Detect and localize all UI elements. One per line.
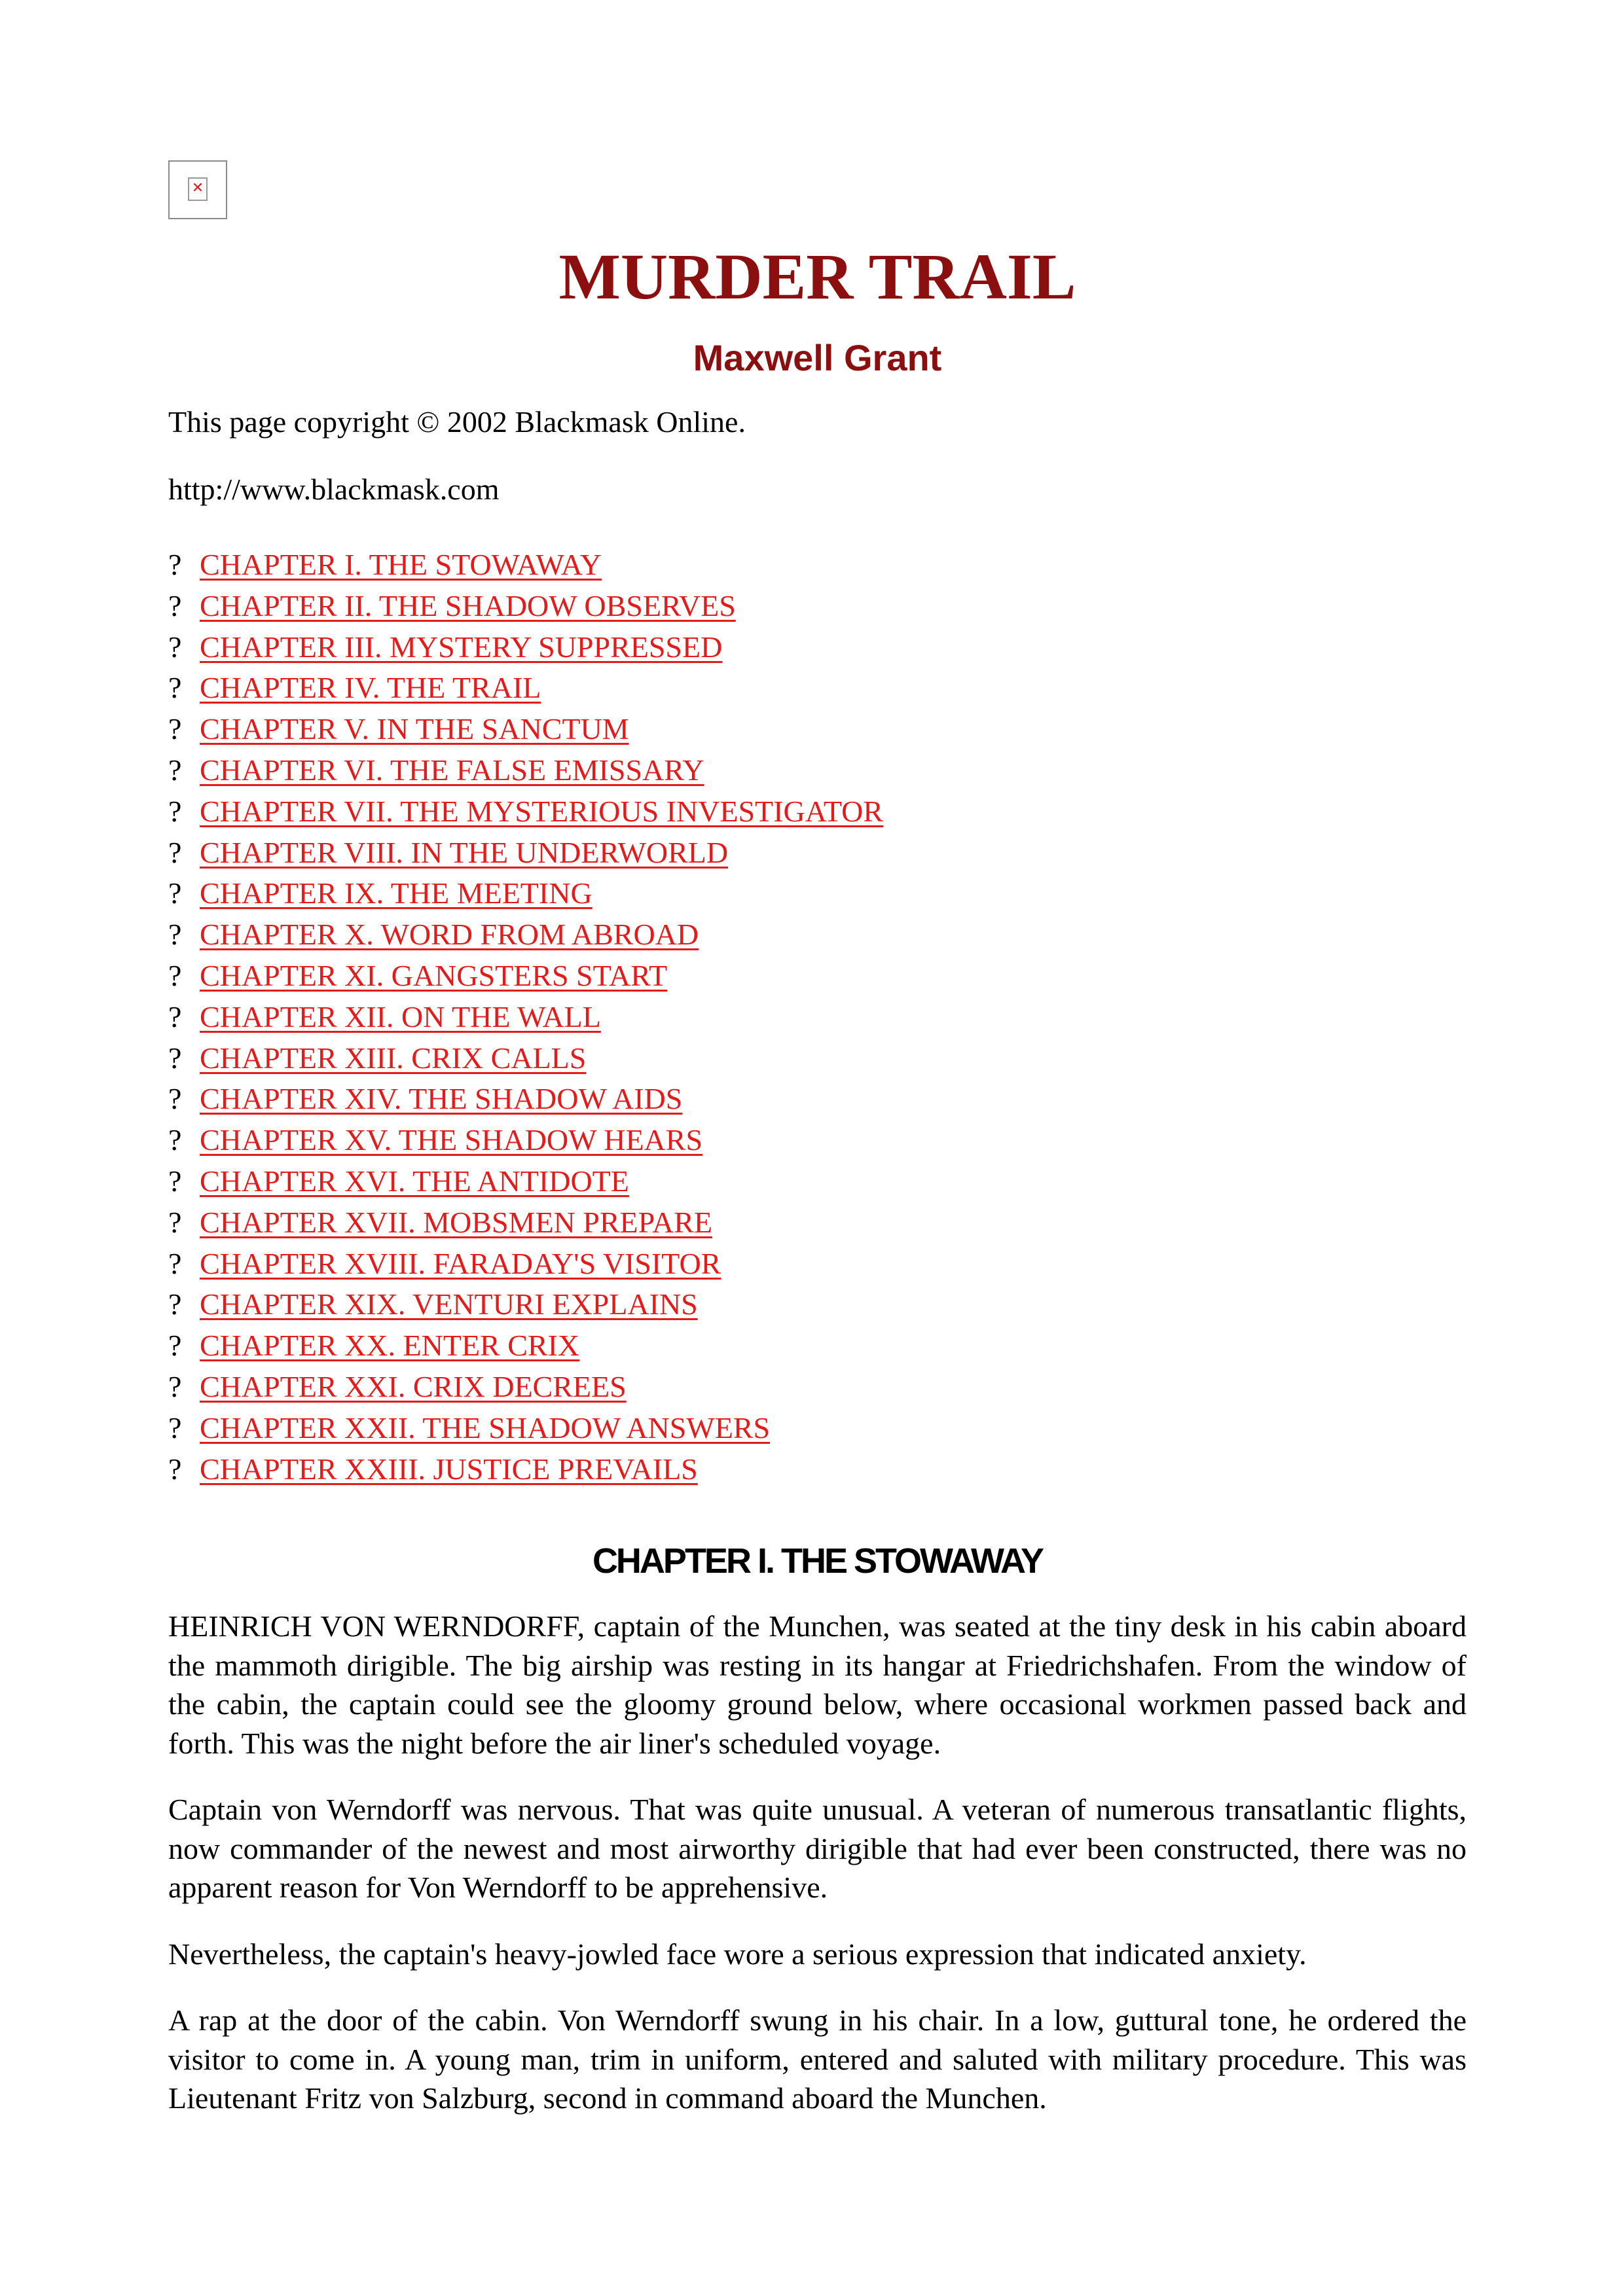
toc-link[interactable]: CHAPTER IV. THE TRAIL [200, 671, 541, 705]
toc-link[interactable]: CHAPTER XVIII. FARADAY'S VISITOR [200, 1246, 721, 1280]
close-icon: ✕ [191, 180, 204, 196]
toc-link[interactable]: CHAPTER XI. GANGSTERS START [200, 958, 668, 992]
toc-item [168, 586, 883, 627]
toc-bullet: ? [168, 588, 182, 622]
paragraph: Captain von Werndorff was nervous. That was quite unusual. A veteran of numerous transatlantic flights, now commander of the newest and most airworthy dirigible that had ever been constructed, there was no apparent reason for Von Werndorff to be apprehensive. [168, 1793, 1467, 1904]
toc-link[interactable]: CHAPTER X. WORD FROM ABROAD [200, 918, 699, 952]
toc-item [168, 709, 883, 750]
toc-item [168, 1284, 883, 1325]
toc-link[interactable]: CHAPTER XXIII. JUSTICE PREVAILS [200, 1452, 698, 1486]
toc-link[interactable]: CHAPTER XII. ON THE WALL [200, 999, 601, 1033]
copyright-notice: This page copyright © 2002 Blackmask Online. [168, 405, 746, 439]
toc-link[interactable]: CHAPTER XVII. MOBSMEN PREPARE [200, 1205, 712, 1239]
toc-bullet: ? [168, 876, 182, 910]
toc-item [168, 1449, 883, 1490]
toc-link[interactable]: CHAPTER III. MYSTERY SUPPRESSED [200, 630, 723, 664]
toc-link[interactable]: CHAPTER XIX. VENTURI EXPLAINS [200, 1287, 698, 1321]
toc-bullet: ? [168, 1329, 182, 1363]
toc-link[interactable]: CHAPTER XXII. THE SHADOW ANSWERS [200, 1410, 771, 1444]
toc-item [168, 1367, 883, 1408]
toc-link[interactable]: CHAPTER II. THE SHADOW OBSERVES [200, 588, 736, 622]
toc-item [168, 1038, 883, 1079]
paragraph: HEINRICH VON WERNDORFF, captain of the Munchen, was seated at the tiny desk in his cabin aboard the mammoth dirigible. The big airship was resting in its hangar at Friedrichshafen. From the window of the cabin, the captain could see the gloomy ground below, where occasional workmen passed back and forth. This was the night before the air liner's scheduled voyage. [168, 1609, 1467, 1760]
toc-link[interactable]: CHAPTER XIII. CRIX CALLS [200, 1041, 587, 1075]
toc-item [168, 668, 883, 709]
toc-link[interactable]: CHAPTER XV. THE SHADOW HEARS [200, 1123, 703, 1157]
toc-link[interactable]: CHAPTER I. THE STOWAWAY [200, 548, 602, 581]
table-of-contents [168, 545, 883, 1490]
toc-bullet: ? [168, 630, 182, 664]
toc-bullet: ? [168, 548, 182, 581]
chapter-body [168, 1607, 1467, 2145]
toc-bullet: ? [168, 712, 182, 746]
toc-link[interactable]: CHAPTER VI. THE FALSE EMISSARY [200, 753, 704, 787]
toc-bullet: ? [168, 1246, 182, 1280]
toc-bullet: ? [168, 1410, 182, 1444]
toc-bullet: ? [168, 753, 182, 787]
toc-item [168, 750, 883, 791]
toc-bullet: ? [168, 958, 182, 992]
book-title: MURDER TRAIL [558, 240, 1076, 313]
toc-link[interactable]: CHAPTER XVI. THE ANTIDOTE [200, 1164, 629, 1198]
toc-bullet: ? [168, 835, 182, 869]
toc-bullet: ? [168, 671, 182, 705]
toc-bullet: ? [168, 1452, 182, 1486]
toc-bullet: ? [168, 1123, 182, 1157]
toc-item [168, 627, 883, 668]
toc-link[interactable]: CHAPTER IX. THE MEETING [200, 876, 593, 910]
toc-bullet: ? [168, 918, 182, 952]
broken-image-icon [168, 160, 227, 219]
toc-bullet: ? [168, 1041, 182, 1075]
toc-link[interactable]: CHAPTER XX. ENTER CRIX [200, 1329, 580, 1363]
toc-item [168, 914, 883, 956]
toc-bullet: ? [168, 1082, 182, 1116]
toc-item [168, 997, 883, 1038]
toc-link[interactable]: CHAPTER XXI. CRIX DECREES [200, 1369, 627, 1403]
toc-bullet: ? [168, 1369, 182, 1403]
toc-item [168, 1325, 883, 1367]
toc-bullet: ? [168, 1205, 182, 1239]
toc-item [168, 545, 883, 586]
toc-bullet: ? [168, 999, 182, 1033]
toc-item [168, 1202, 883, 1244]
toc-bullet: ? [168, 794, 182, 828]
toc-item [168, 1244, 883, 1285]
book-author: Maxwell Grant [693, 337, 942, 378]
toc-item [168, 833, 883, 874]
toc-link[interactable]: CHAPTER VIII. IN THE UNDERWORLD [200, 835, 729, 869]
toc-bullet: ? [168, 1287, 182, 1321]
toc-item [168, 956, 883, 997]
toc-item [168, 1120, 883, 1161]
toc-link[interactable]: CHAPTER XIV. THE SHADOW AIDS [200, 1082, 683, 1116]
toc-item [168, 873, 883, 914]
toc-item [168, 791, 883, 833]
paragraph: Nevertheless, the captain's heavy-jowled face wore a serious expression that indicated anxiety. [168, 1937, 1307, 1971]
toc-item [168, 1161, 883, 1202]
paragraph: A rap at the door of the cabin. Von Werndorff swung in his chair. In a low, guttural tone, he ordered the visitor to come in. A young man, trim in uniform, entered and saluted with military procedure. This was Lieutenant Fritz von Salzburg, second in command aboard the Munchen. [168, 2003, 1467, 2115]
toc-item [168, 1079, 883, 1120]
image-placeholder-frame [188, 177, 208, 201]
toc-link[interactable]: CHAPTER V. IN THE SANCTUM [200, 712, 629, 746]
toc-item [168, 1408, 883, 1449]
toc-link[interactable]: CHAPTER VII. THE MYSTERIOUS INVESTIGATOR [200, 794, 883, 828]
chapter-heading: CHAPTER I. THE STOWAWAY [592, 1541, 1043, 1581]
site-url: http://www.blackmask.com [168, 473, 500, 506]
toc-bullet: ? [168, 1164, 182, 1198]
